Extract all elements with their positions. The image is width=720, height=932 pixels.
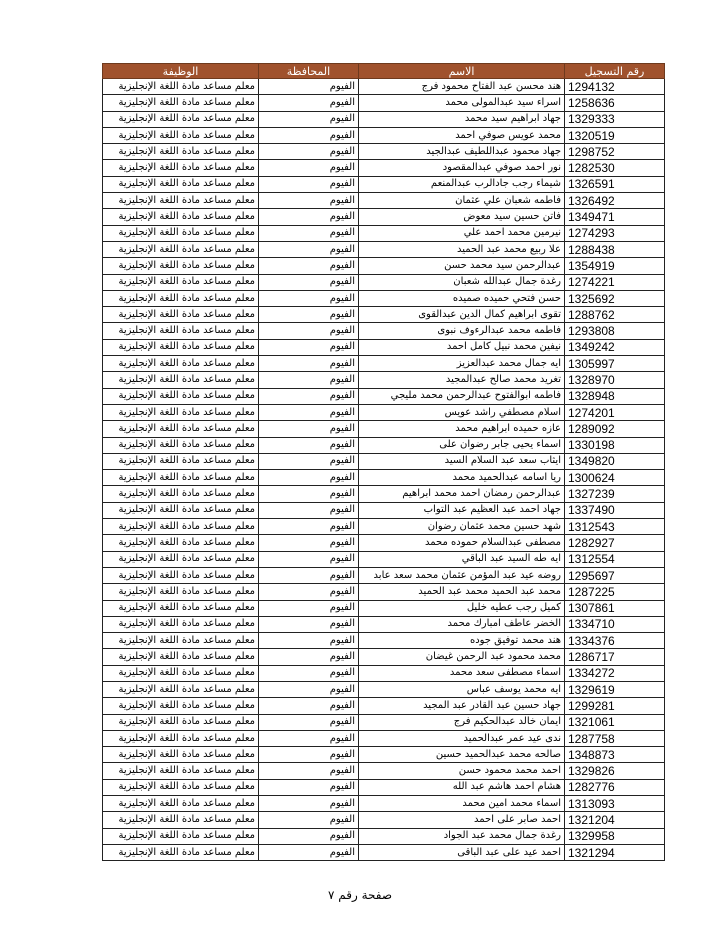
- registration-number-cell: 1321061: [565, 714, 665, 730]
- job-cell: معلم مساعد مادة اللغة الإنجليزية: [103, 193, 259, 209]
- registration-number-cell: 1328948: [565, 388, 665, 404]
- header-job: الوظيفة: [103, 64, 259, 79]
- registration-number-cell: 1287225: [565, 584, 665, 600]
- job-cell: معلم مساعد مادة اللغة الإنجليزية: [103, 665, 259, 681]
- registration-number-cell: 1312543: [565, 519, 665, 535]
- table-row: [103, 356, 665, 372]
- job-cell: معلم مساعد مادة اللغة الإنجليزية: [103, 453, 259, 469]
- registration-number-cell: 1349242: [565, 339, 665, 355]
- registration-number-cell: 1334376: [565, 633, 665, 649]
- registration-number-cell: 1354919: [565, 258, 665, 274]
- job-cell: معلم مساعد مادة اللغة الإنجليزية: [103, 747, 259, 763]
- name-cell: فاطمه ابوالفتوح عبدالرحمن محمد مليجي: [359, 388, 565, 404]
- table-row: [103, 437, 665, 453]
- registration-number-cell: 1287758: [565, 730, 665, 746]
- registration-number-cell: 1298752: [565, 144, 665, 160]
- name-cell: ايه جمال محمد عبدالعزيز: [359, 356, 565, 372]
- job-cell: معلم مساعد مادة اللغة الإنجليزية: [103, 828, 259, 844]
- name-cell: نيرمين محمد احمد علي: [359, 225, 565, 241]
- registration-number-cell: 1282776: [565, 779, 665, 795]
- registration-number-cell: 1349471: [565, 209, 665, 225]
- governorate-cell: الفيوم: [259, 616, 359, 632]
- job-cell: معلم مساعد مادة اللغة الإنجليزية: [103, 307, 259, 323]
- page-number: صفحة رقم ٧: [327, 888, 393, 902]
- governorate-cell: الفيوم: [259, 470, 359, 486]
- governorate-cell: الفيوم: [259, 502, 359, 518]
- job-cell: معلم مساعد مادة اللغة الإنجليزية: [103, 633, 259, 649]
- job-cell: معلم مساعد مادة اللغة الإنجليزية: [103, 356, 259, 372]
- name-cell: عازه حميده ابراهيم محمد: [359, 421, 565, 437]
- governorate-cell: الفيوم: [259, 828, 359, 844]
- table-row: [103, 470, 665, 486]
- name-cell: محمد عويس صوفي احمد: [359, 127, 565, 143]
- registration-number-cell: 1334710: [565, 616, 665, 632]
- name-cell: روضه عيد عبد المؤمن عثمان محمد سعد عابد: [359, 567, 565, 583]
- name-cell: نيفين محمد نبيل كامل احمد: [359, 339, 565, 355]
- governorate-cell: الفيوم: [259, 812, 359, 828]
- job-cell: معلم مساعد مادة اللغة الإنجليزية: [103, 388, 259, 404]
- governorate-cell: الفيوم: [259, 339, 359, 355]
- table-row: [103, 600, 665, 616]
- name-cell: اسماء مصطفى سعد محمد: [359, 665, 565, 681]
- governorate-cell: الفيوم: [259, 323, 359, 339]
- registration-number-cell: 1321204: [565, 812, 665, 828]
- name-cell: جهاد ابراهيم سيد محمد: [359, 111, 565, 127]
- governorate-cell: الفيوم: [259, 747, 359, 763]
- governorate-cell: الفيوم: [259, 698, 359, 714]
- table-row: [103, 502, 665, 518]
- table-row: [103, 535, 665, 551]
- job-cell: معلم مساعد مادة اللغة الإنجليزية: [103, 796, 259, 812]
- job-cell: معلم مساعد مادة اللغة الإنجليزية: [103, 274, 259, 290]
- name-cell: مصطفى عبدالسلام حموده محمد: [359, 535, 565, 551]
- job-cell: معلم مساعد مادة اللغة الإنجليزية: [103, 437, 259, 453]
- governorate-cell: الفيوم: [259, 111, 359, 127]
- job-cell: معلم مساعد مادة اللغة الإنجليزية: [103, 95, 259, 111]
- registration-number-cell: 1300624: [565, 470, 665, 486]
- job-cell: معلم مساعد مادة اللغة الإنجليزية: [103, 372, 259, 388]
- table-row: [103, 79, 665, 95]
- job-cell: معلم مساعد مادة اللغة الإنجليزية: [103, 290, 259, 306]
- job-cell: معلم مساعد مادة اللغة الإنجليزية: [103, 616, 259, 632]
- governorate-cell: الفيوم: [259, 127, 359, 143]
- name-cell: ايه طه السيد عبد الباقي: [359, 551, 565, 567]
- job-cell: معلم مساعد مادة اللغة الإنجليزية: [103, 176, 259, 192]
- governorate-cell: الفيوم: [259, 209, 359, 225]
- job-cell: معلم مساعد مادة اللغة الإنجليزية: [103, 698, 259, 714]
- job-cell: معلم مساعد مادة اللغة الإنجليزية: [103, 421, 259, 437]
- table-row: [103, 274, 665, 290]
- name-cell: شهد حسين محمد عثمان رضوان: [359, 519, 565, 535]
- governorate-cell: الفيوم: [259, 796, 359, 812]
- name-cell: الخضر عاطف امبارك محمد: [359, 616, 565, 632]
- name-cell: رغدة جمال محمد عبد الجواد: [359, 828, 565, 844]
- governorate-cell: الفيوم: [259, 176, 359, 192]
- job-cell: معلم مساعد مادة اللغة الإنجليزية: [103, 714, 259, 730]
- registration-number-cell: 1313093: [565, 796, 665, 812]
- job-cell: معلم مساعد مادة اللغة الإنجليزية: [103, 567, 259, 583]
- name-cell: ايه محمد يوسف عباس: [359, 681, 565, 697]
- name-cell: صالحه محمد عبدالحميد حسين: [359, 747, 565, 763]
- job-cell: معلم مساعد مادة اللغة الإنجليزية: [103, 730, 259, 746]
- job-cell: معلم مساعد مادة اللغة الإنجليزية: [103, 111, 259, 127]
- governorate-cell: الفيوم: [259, 160, 359, 176]
- table-row: [103, 633, 665, 649]
- table-row: [103, 290, 665, 306]
- registration-number-cell: 1348873: [565, 747, 665, 763]
- governorate-cell: الفيوم: [259, 437, 359, 453]
- governorate-cell: الفيوم: [259, 763, 359, 779]
- job-cell: معلم مساعد مادة اللغة الإنجليزية: [103, 225, 259, 241]
- name-cell: عبدالرحمن رمضان احمد محمد ابراهيم: [359, 486, 565, 502]
- registration-number-cell: 1325692: [565, 290, 665, 306]
- job-cell: معلم مساعد مادة اللغة الإنجليزية: [103, 127, 259, 143]
- governorate-cell: الفيوم: [259, 844, 359, 860]
- results-table: [102, 63, 665, 861]
- table-row: [103, 730, 665, 746]
- table-row: [103, 453, 665, 469]
- governorate-cell: الفيوم: [259, 241, 359, 257]
- registration-number-cell: 1274201: [565, 404, 665, 420]
- job-cell: معلم مساعد مادة اللغة الإنجليزية: [103, 79, 259, 95]
- name-cell: اسماء يحيى جابر رضوان على: [359, 437, 565, 453]
- table-row: [103, 584, 665, 600]
- registration-number-cell: 1293808: [565, 323, 665, 339]
- job-cell: معلم مساعد مادة اللغة الإنجليزية: [103, 551, 259, 567]
- name-cell: هند محمد توفيق جوده: [359, 633, 565, 649]
- name-cell: ندى عيد عمر عبدالحميد: [359, 730, 565, 746]
- registration-number-cell: 1274293: [565, 225, 665, 241]
- table-row: [103, 111, 665, 127]
- job-cell: معلم مساعد مادة اللغة الإنجليزية: [103, 323, 259, 339]
- table-row: [103, 567, 665, 583]
- governorate-cell: الفيوم: [259, 665, 359, 681]
- governorate-cell: الفيوم: [259, 372, 359, 388]
- registration-number-cell: 1328970: [565, 372, 665, 388]
- job-cell: معلم مساعد مادة اللغة الإنجليزية: [103, 258, 259, 274]
- governorate-cell: الفيوم: [259, 79, 359, 95]
- registration-number-cell: 1258636: [565, 95, 665, 111]
- governorate-cell: الفيوم: [259, 535, 359, 551]
- governorate-cell: الفيوم: [259, 584, 359, 600]
- table-row: [103, 388, 665, 404]
- registration-number-cell: 1326591: [565, 176, 665, 192]
- name-cell: محمد عبد الحميد محمد عبد الحميد: [359, 584, 565, 600]
- table-row: [103, 486, 665, 502]
- name-cell: احمد محمد محمود حسن: [359, 763, 565, 779]
- table-row: [103, 421, 665, 437]
- table-row: [103, 339, 665, 355]
- governorate-cell: الفيوم: [259, 95, 359, 111]
- table-row: [103, 779, 665, 795]
- name-cell: جهاد محمود عبداللطيف عبدالجيد: [359, 144, 565, 160]
- name-cell: احمد عيد على عبد الباقى: [359, 844, 565, 860]
- registration-number-cell: 1334272: [565, 665, 665, 681]
- registration-number-cell: 1337490: [565, 502, 665, 518]
- governorate-cell: الفيوم: [259, 649, 359, 665]
- name-cell: رغدة جمال عبدالله شعبان: [359, 274, 565, 290]
- name-cell: شيماء رجب جادالرب عبدالمنعم: [359, 176, 565, 192]
- governorate-cell: الفيوم: [259, 519, 359, 535]
- registration-number-cell: 1329826: [565, 763, 665, 779]
- job-cell: معلم مساعد مادة اللغة الإنجليزية: [103, 649, 259, 665]
- name-cell: اسماء محمد امين محمد: [359, 796, 565, 812]
- table-row: [103, 551, 665, 567]
- registration-number-cell: 1294132: [565, 79, 665, 95]
- table-row: [103, 241, 665, 257]
- name-cell: اسلام مصطفي راشد عويس: [359, 404, 565, 420]
- governorate-cell: الفيوم: [259, 681, 359, 697]
- name-cell: فاتن حسين سيد معوض: [359, 209, 565, 225]
- table-row: [103, 127, 665, 143]
- name-cell: جهاد حسين عبد القادر عبد المجيد: [359, 698, 565, 714]
- table-row: [103, 95, 665, 111]
- job-cell: معلم مساعد مادة اللغة الإنجليزية: [103, 600, 259, 616]
- governorate-cell: الفيوم: [259, 274, 359, 290]
- name-cell: اسراء سيد عبدالمولى محمد: [359, 95, 565, 111]
- registration-number-cell: 1299281: [565, 698, 665, 714]
- name-cell: فاطمه شعبان علي عثمان: [359, 193, 565, 209]
- table-row: [103, 176, 665, 192]
- job-cell: معلم مساعد مادة اللغة الإنجليزية: [103, 486, 259, 502]
- governorate-cell: الفيوم: [259, 290, 359, 306]
- governorate-cell: الفيوم: [259, 453, 359, 469]
- job-cell: معلم مساعد مادة اللغة الإنجليزية: [103, 160, 259, 176]
- governorate-cell: الفيوم: [259, 193, 359, 209]
- name-cell: هند محسن عبد الفتاح محمود فرج: [359, 79, 565, 95]
- job-cell: معلم مساعد مادة اللغة الإنجليزية: [103, 470, 259, 486]
- table-row: [103, 714, 665, 730]
- registration-number-cell: 1312554: [565, 551, 665, 567]
- registration-number-cell: 1307861: [565, 600, 665, 616]
- governorate-cell: الفيوم: [259, 600, 359, 616]
- registration-number-cell: 1282927: [565, 535, 665, 551]
- governorate-cell: الفيوم: [259, 258, 359, 274]
- table-row: [103, 193, 665, 209]
- governorate-cell: الفيوم: [259, 421, 359, 437]
- table-row: [103, 763, 665, 779]
- registration-number-cell: 1274221: [565, 274, 665, 290]
- registration-number-cell: 1282530: [565, 160, 665, 176]
- registration-number-cell: 1289092: [565, 421, 665, 437]
- registration-number-cell: 1286717: [565, 649, 665, 665]
- table-row: [103, 307, 665, 323]
- table-row: [103, 828, 665, 844]
- governorate-cell: الفيوم: [259, 404, 359, 420]
- name-cell: حسن فتحي حميده صميده: [359, 290, 565, 306]
- governorate-cell: الفيوم: [259, 486, 359, 502]
- header-registration-number: رقم التسجيل: [565, 64, 665, 79]
- registration-number-cell: 1320519: [565, 127, 665, 143]
- name-cell: كميل رجب عطيه خليل: [359, 600, 565, 616]
- name-cell: تقوى ابراهيم كمال الدين عبدالقوى: [359, 307, 565, 323]
- table-row: [103, 649, 665, 665]
- job-cell: معلم مساعد مادة اللغة الإنجليزية: [103, 844, 259, 860]
- governorate-cell: الفيوم: [259, 356, 359, 372]
- governorate-cell: الفيوم: [259, 779, 359, 795]
- registration-number-cell: 1349820: [565, 453, 665, 469]
- table-row: [103, 209, 665, 225]
- job-cell: معلم مساعد مادة اللغة الإنجليزية: [103, 502, 259, 518]
- table-row: [103, 144, 665, 160]
- registration-number-cell: 1329619: [565, 681, 665, 697]
- job-cell: معلم مساعد مادة اللغة الإنجليزية: [103, 519, 259, 535]
- name-cell: علا ربيع محمد عبد الحميد: [359, 241, 565, 257]
- table-header-row: [103, 64, 665, 79]
- name-cell: جهاد احمد عبد العظيم عبد التواب: [359, 502, 565, 518]
- table-row: [103, 796, 665, 812]
- table-row: [103, 258, 665, 274]
- job-cell: معلم مساعد مادة اللغة الإنجليزية: [103, 404, 259, 420]
- registration-number-cell: 1288762: [565, 307, 665, 323]
- table-row: [103, 747, 665, 763]
- governorate-cell: الفيوم: [259, 225, 359, 241]
- header-name: الاسم: [359, 64, 565, 79]
- registration-number-cell: 1330198: [565, 437, 665, 453]
- registration-number-cell: 1327239: [565, 486, 665, 502]
- table-row: [103, 844, 665, 860]
- job-cell: معلم مساعد مادة اللغة الإنجليزية: [103, 241, 259, 257]
- job-cell: معلم مساعد مادة اللغة الإنجليزية: [103, 763, 259, 779]
- name-cell: عبدالرحمن سيد محمد حسن: [359, 258, 565, 274]
- table-row: [103, 616, 665, 632]
- name-cell: هشام احمد هاشم عبد الله: [359, 779, 565, 795]
- name-cell: ايمان خالد عبدالحكيم فرج: [359, 714, 565, 730]
- table-row: [103, 225, 665, 241]
- table-row: [103, 372, 665, 388]
- table-row: [103, 665, 665, 681]
- registration-number-cell: 1295697: [565, 567, 665, 583]
- governorate-cell: الفيوم: [259, 551, 359, 567]
- table-row: [103, 698, 665, 714]
- name-cell: ريا اسامه عبدالحميد محمد: [359, 470, 565, 486]
- governorate-cell: الفيوم: [259, 714, 359, 730]
- governorate-cell: الفيوم: [259, 567, 359, 583]
- name-cell: نور احمد صوفي عبدالمقصود: [359, 160, 565, 176]
- registration-number-cell: 1329333: [565, 111, 665, 127]
- job-cell: معلم مساعد مادة اللغة الإنجليزية: [103, 339, 259, 355]
- job-cell: معلم مساعد مادة اللغة الإنجليزية: [103, 209, 259, 225]
- name-cell: احمد صابر على احمد: [359, 812, 565, 828]
- governorate-cell: الفيوم: [259, 307, 359, 323]
- registration-number-cell: 1329958: [565, 828, 665, 844]
- governorate-cell: الفيوم: [259, 633, 359, 649]
- registration-number-cell: 1305997: [565, 356, 665, 372]
- registration-number-cell: 1288438: [565, 241, 665, 257]
- job-cell: معلم مساعد مادة اللغة الإنجليزية: [103, 812, 259, 828]
- table-row: [103, 681, 665, 697]
- table-row: [103, 160, 665, 176]
- table-row: [103, 404, 665, 420]
- governorate-cell: الفيوم: [259, 730, 359, 746]
- table-row: [103, 323, 665, 339]
- governorate-cell: الفيوم: [259, 144, 359, 160]
- job-cell: معلم مساعد مادة اللغة الإنجليزية: [103, 584, 259, 600]
- name-cell: محمد محمود عبد الرحمن غيضان: [359, 649, 565, 665]
- name-cell: تغريد محمد صالح عبدالمجيد: [359, 372, 565, 388]
- governorate-cell: الفيوم: [259, 388, 359, 404]
- table-row: [103, 812, 665, 828]
- registration-number-cell: 1326492: [565, 193, 665, 209]
- job-cell: معلم مساعد مادة اللغة الإنجليزية: [103, 144, 259, 160]
- table-row: [103, 519, 665, 535]
- job-cell: معلم مساعد مادة اللغة الإنجليزية: [103, 681, 259, 697]
- job-cell: معلم مساعد مادة اللغة الإنجليزية: [103, 779, 259, 795]
- name-cell: فاطمه محمد عبدالرءوف نبوى: [359, 323, 565, 339]
- job-cell: معلم مساعد مادة اللغة الإنجليزية: [103, 535, 259, 551]
- registration-number-cell: 1321294: [565, 844, 665, 860]
- name-cell: ايثاب سعد عبد السلام السيد: [359, 453, 565, 469]
- header-governorate: المحافظة: [259, 64, 359, 79]
